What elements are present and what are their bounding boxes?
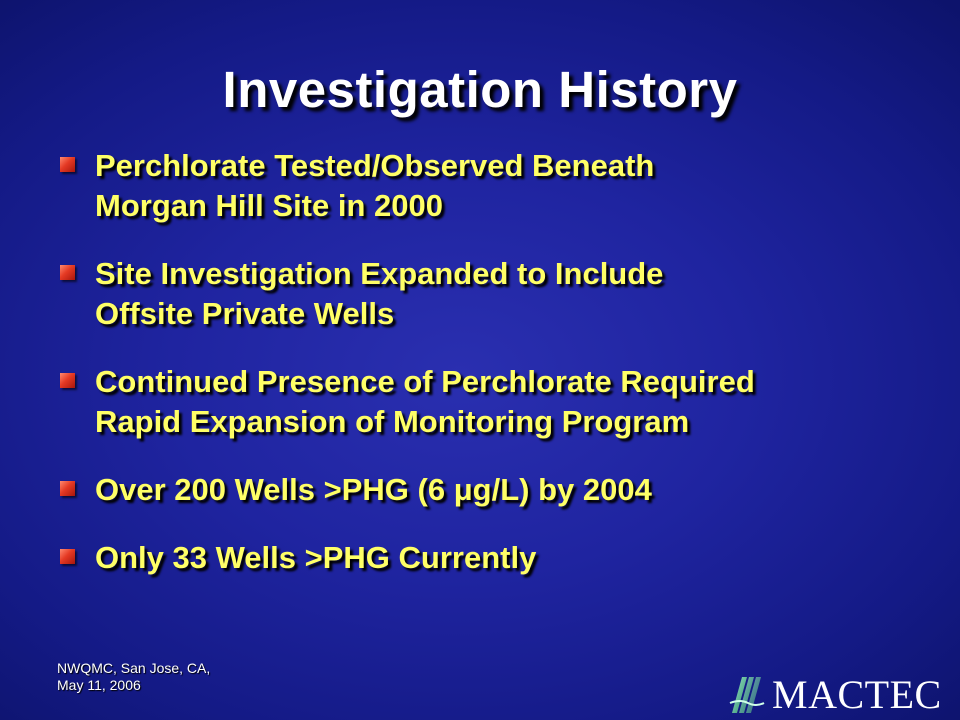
footer-line: May 11, 2006 <box>57 677 141 693</box>
bullet-item <box>60 146 940 226</box>
bullet-text-line: Rapid Expansion of Monitoring Program <box>95 404 690 439</box>
bullet-text-line: Morgan Hill Site in 2000 <box>95 188 443 223</box>
bullet-text <box>95 254 940 334</box>
bullet-text-line: Only 33 Wells >PHG Currently <box>95 540 537 575</box>
mactec-logo <box>728 672 942 716</box>
logo-text: MACTEC <box>772 671 942 717</box>
bullet-text <box>95 470 940 510</box>
bullet-text-line: Offsite Private Wells <box>95 296 395 331</box>
bullet-text-line: Site Investigation Expanded to Include <box>95 256 664 291</box>
bullet-text <box>95 362 940 442</box>
bullet-text-line: Perchlorate Tested/Observed Beneath <box>95 148 655 183</box>
footer-note <box>57 660 210 694</box>
bullet-text-line: Continued Presence of Perchlorate Required <box>95 364 755 399</box>
mactec-logo-icon <box>728 673 766 715</box>
bullet-item <box>60 254 940 334</box>
bullet-item <box>60 362 940 442</box>
bullet-list <box>60 146 940 606</box>
bullet-text-line: Over 200 Wells >PHG (6 μg/L) by 2004 <box>95 472 652 507</box>
bullet-square-icon <box>60 549 75 564</box>
footer-line: NWQMC, San Jose, CA, <box>57 660 211 676</box>
bullet-square-icon <box>60 265 75 280</box>
bullet-text <box>95 538 940 578</box>
bullet-item <box>60 538 940 578</box>
bullet-item <box>60 470 940 510</box>
bullet-square-icon <box>60 373 75 388</box>
bullet-text <box>95 146 940 226</box>
slide-title: Investigation History <box>222 61 738 118</box>
bullet-square-icon <box>60 157 75 172</box>
bullet-square-icon <box>60 481 75 496</box>
